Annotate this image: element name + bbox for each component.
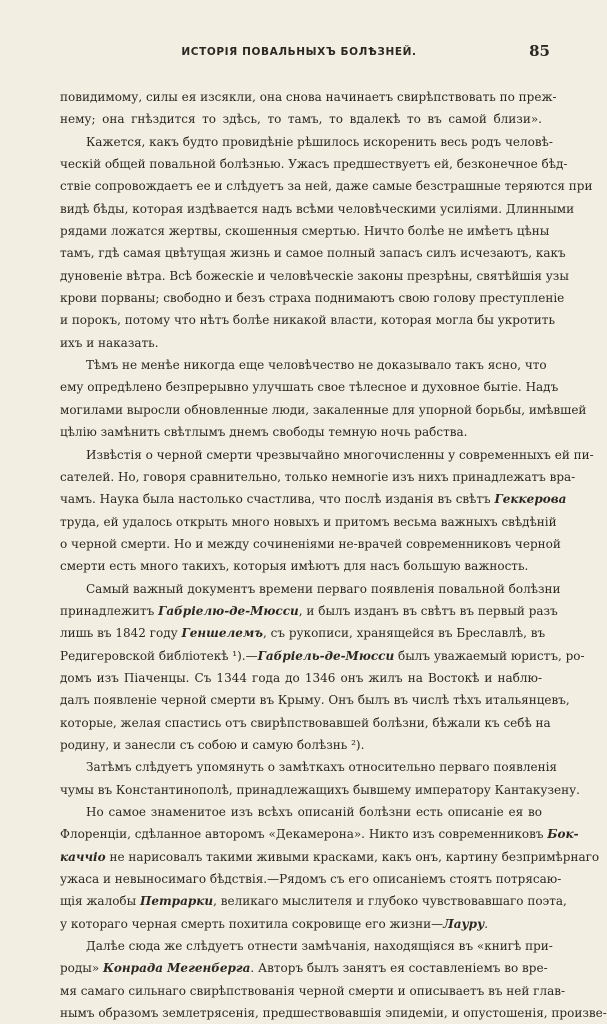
- text-line: чумы въ Константинополѣ, принадлежащихъ бывшему императору Кантакузену.: [60, 782, 580, 797]
- text-line: видѣ бѣды, которая издѣвается надъ всѣми человѣческими усиліями. Длинными: [60, 201, 575, 216]
- text-line: рядами ложатся жертвы, скошенныя смертью. Ничто болѣе не имѣетъ цѣны: [60, 224, 550, 239]
- text-line: ихъ и наказать.: [60, 335, 159, 350]
- text-line: принадлежитъ Габріелю-де-Мюсси, и былъ изданъ въ свѣтъ въ первый разъ: [60, 603, 558, 618]
- text-line: сателей. Но, говоря сравнительно, только немногіе изъ нихъ принадлежатъ вра-: [60, 469, 576, 484]
- text-line: щія жалобы Петрарки, великаго мыслителя и глубоко чувствовавшаго поэта,: [60, 894, 567, 909]
- text-line: дуновеніе вѣтра. Всѣ божескіе и человѣческіе законы презрѣны, святѣйшія узы: [60, 268, 569, 283]
- text-line: могилами выросли обновленные люди, закаленные для упорной борьбы, имѣвшей: [60, 402, 587, 417]
- text-line: роды» Конрада Мегенберга. Авторъ былъ занятъ ея составленіемъ во вре-: [60, 961, 548, 976]
- text-line: цѣлію замѣнить свѣтлымъ днемъ свободы темную ночь рабства.: [60, 425, 468, 440]
- page-number: 85: [529, 42, 550, 60]
- text-line: повидимому, силы ея изсякли, она снова начинаетъ свирѣпствовать по преж-: [60, 90, 557, 104]
- text-line: Тѣмъ не менѣе никогда еще человѣчество не доказывало такъ ясно, что: [86, 358, 547, 373]
- text-line: и порокъ, потому что нѣтъ болѣе никакой власти, которая могла бы укротить: [60, 313, 555, 328]
- text-line: Извѣстія о черной смерти чрезвычайно многочисленны у современныхъ ей пи-: [86, 447, 594, 462]
- text-line: ему опредѣлено безпрерывно улучшать свое тѣлесное и духовное бытіе. Надъ: [60, 380, 559, 395]
- body-text: [60, 86, 607, 1024]
- text-line: тамъ, гдѣ самая цвѣтущая жизнь и самое полный запасъ силъ исчезаютъ, какъ: [60, 246, 566, 261]
- text-line: о черной смерти. Но и между сочиненіями не-врачей современниковъ черной: [60, 536, 561, 551]
- text-line: ствіе сопровождаетъ ее и слѣдуетъ за ней, даже самые безстрашные теряются при: [60, 179, 593, 194]
- text-line: у котораго черная смерть похитила сокровище его жизни—Лауру.: [60, 916, 489, 931]
- text-line: каччіо не нарисовалъ такими живыми красками, какъ онъ, картину безпримѣрнаго: [60, 849, 600, 864]
- text-line: Кажется, какъ будто провидѣніе рѣшилось искоренить весь родъ человѣ-: [86, 134, 553, 149]
- text-line: труда, ей удалось открыть много новыхъ и притомъ весьма важныхъ свѣдѣній: [60, 514, 557, 529]
- running-head: ИСТОРІЯ ПОВАЛЬНЫХЪ БОЛѢЗНЕЙ.: [181, 46, 417, 58]
- text-line: нему; она гнѣздится то здѣсь, то тамъ, то вдалекѣ то въ самой близи».: [60, 112, 542, 127]
- text-line: домъ изъ Піаченцы. Съ 1344 года до 1346 онъ жилъ на Востокѣ и наблю-: [60, 670, 542, 685]
- page-header: [40, 42, 558, 62]
- text-line: далъ появленіе черной смерти въ Крыму. Онъ былъ въ числѣ тѣхъ итальянцевъ,: [60, 693, 570, 708]
- text-line: ужаса и невыносимаго бѣдствія.—Рядомъ съ его описаніемъ стоятъ потрясаю-: [60, 872, 562, 887]
- text-line: лишь въ 1842 году Геншелемъ, съ рукописи, хранящейся въ Бреславлѣ, въ: [60, 626, 546, 641]
- text-line: Самый важный документъ времени перваго появленія повальной болѣзни: [86, 581, 561, 596]
- text-line: Но самое знаменитое изъ всѣхъ описаній болѣзни есть описаніе ея во: [86, 805, 542, 819]
- text-line: крови порваны; свободно и безъ страха поднимаютъ свою голову преступленіе: [60, 291, 565, 306]
- text-line: смерти есть много такихъ, которыя имѣютъ для насъ большую важность.: [60, 559, 529, 574]
- text-line: родину, и занесли съ собою и самую болѣзнь ²).: [60, 737, 365, 752]
- text-line: Далѣе сюда же слѣдуетъ отнести замѣчанія, находящіяся въ «книгѣ при-: [86, 939, 553, 954]
- text-line: ческій общей повальной болѣзнью. Ужасъ предшествуетъ ей, безконечное бѣд-: [60, 157, 568, 172]
- text-line: Флоренціи, сдѣланное авторомъ «Декамерона». Никто изъ современниковъ Бок-: [60, 827, 579, 842]
- text-line: мя самаго сильнаго свирѣпствованія черной смерти и описываетъ въ ней глав-: [60, 983, 566, 998]
- text-line: Редигеровской библіотекѣ ¹).—Габріель-де-Мюсси былъ уважаемый юристъ, ро-: [60, 648, 585, 663]
- text-line: которые, желая спастись отъ свирѣпствовавшей болѣзни, бѣжали къ себѣ на: [60, 715, 551, 730]
- text-line: нымъ образомъ землетрясенія, предшествовавшія эпидеміи, и опустошенія, произве-: [60, 1006, 607, 1021]
- text-line: чамъ. Наука была настолько счастлива, что послѣ изданія въ свѣтъ Геккерова: [60, 492, 567, 507]
- text-line: Затѣмъ слѣдуетъ упомянуть о замѣткахъ относительно перваго появленія: [86, 760, 557, 775]
